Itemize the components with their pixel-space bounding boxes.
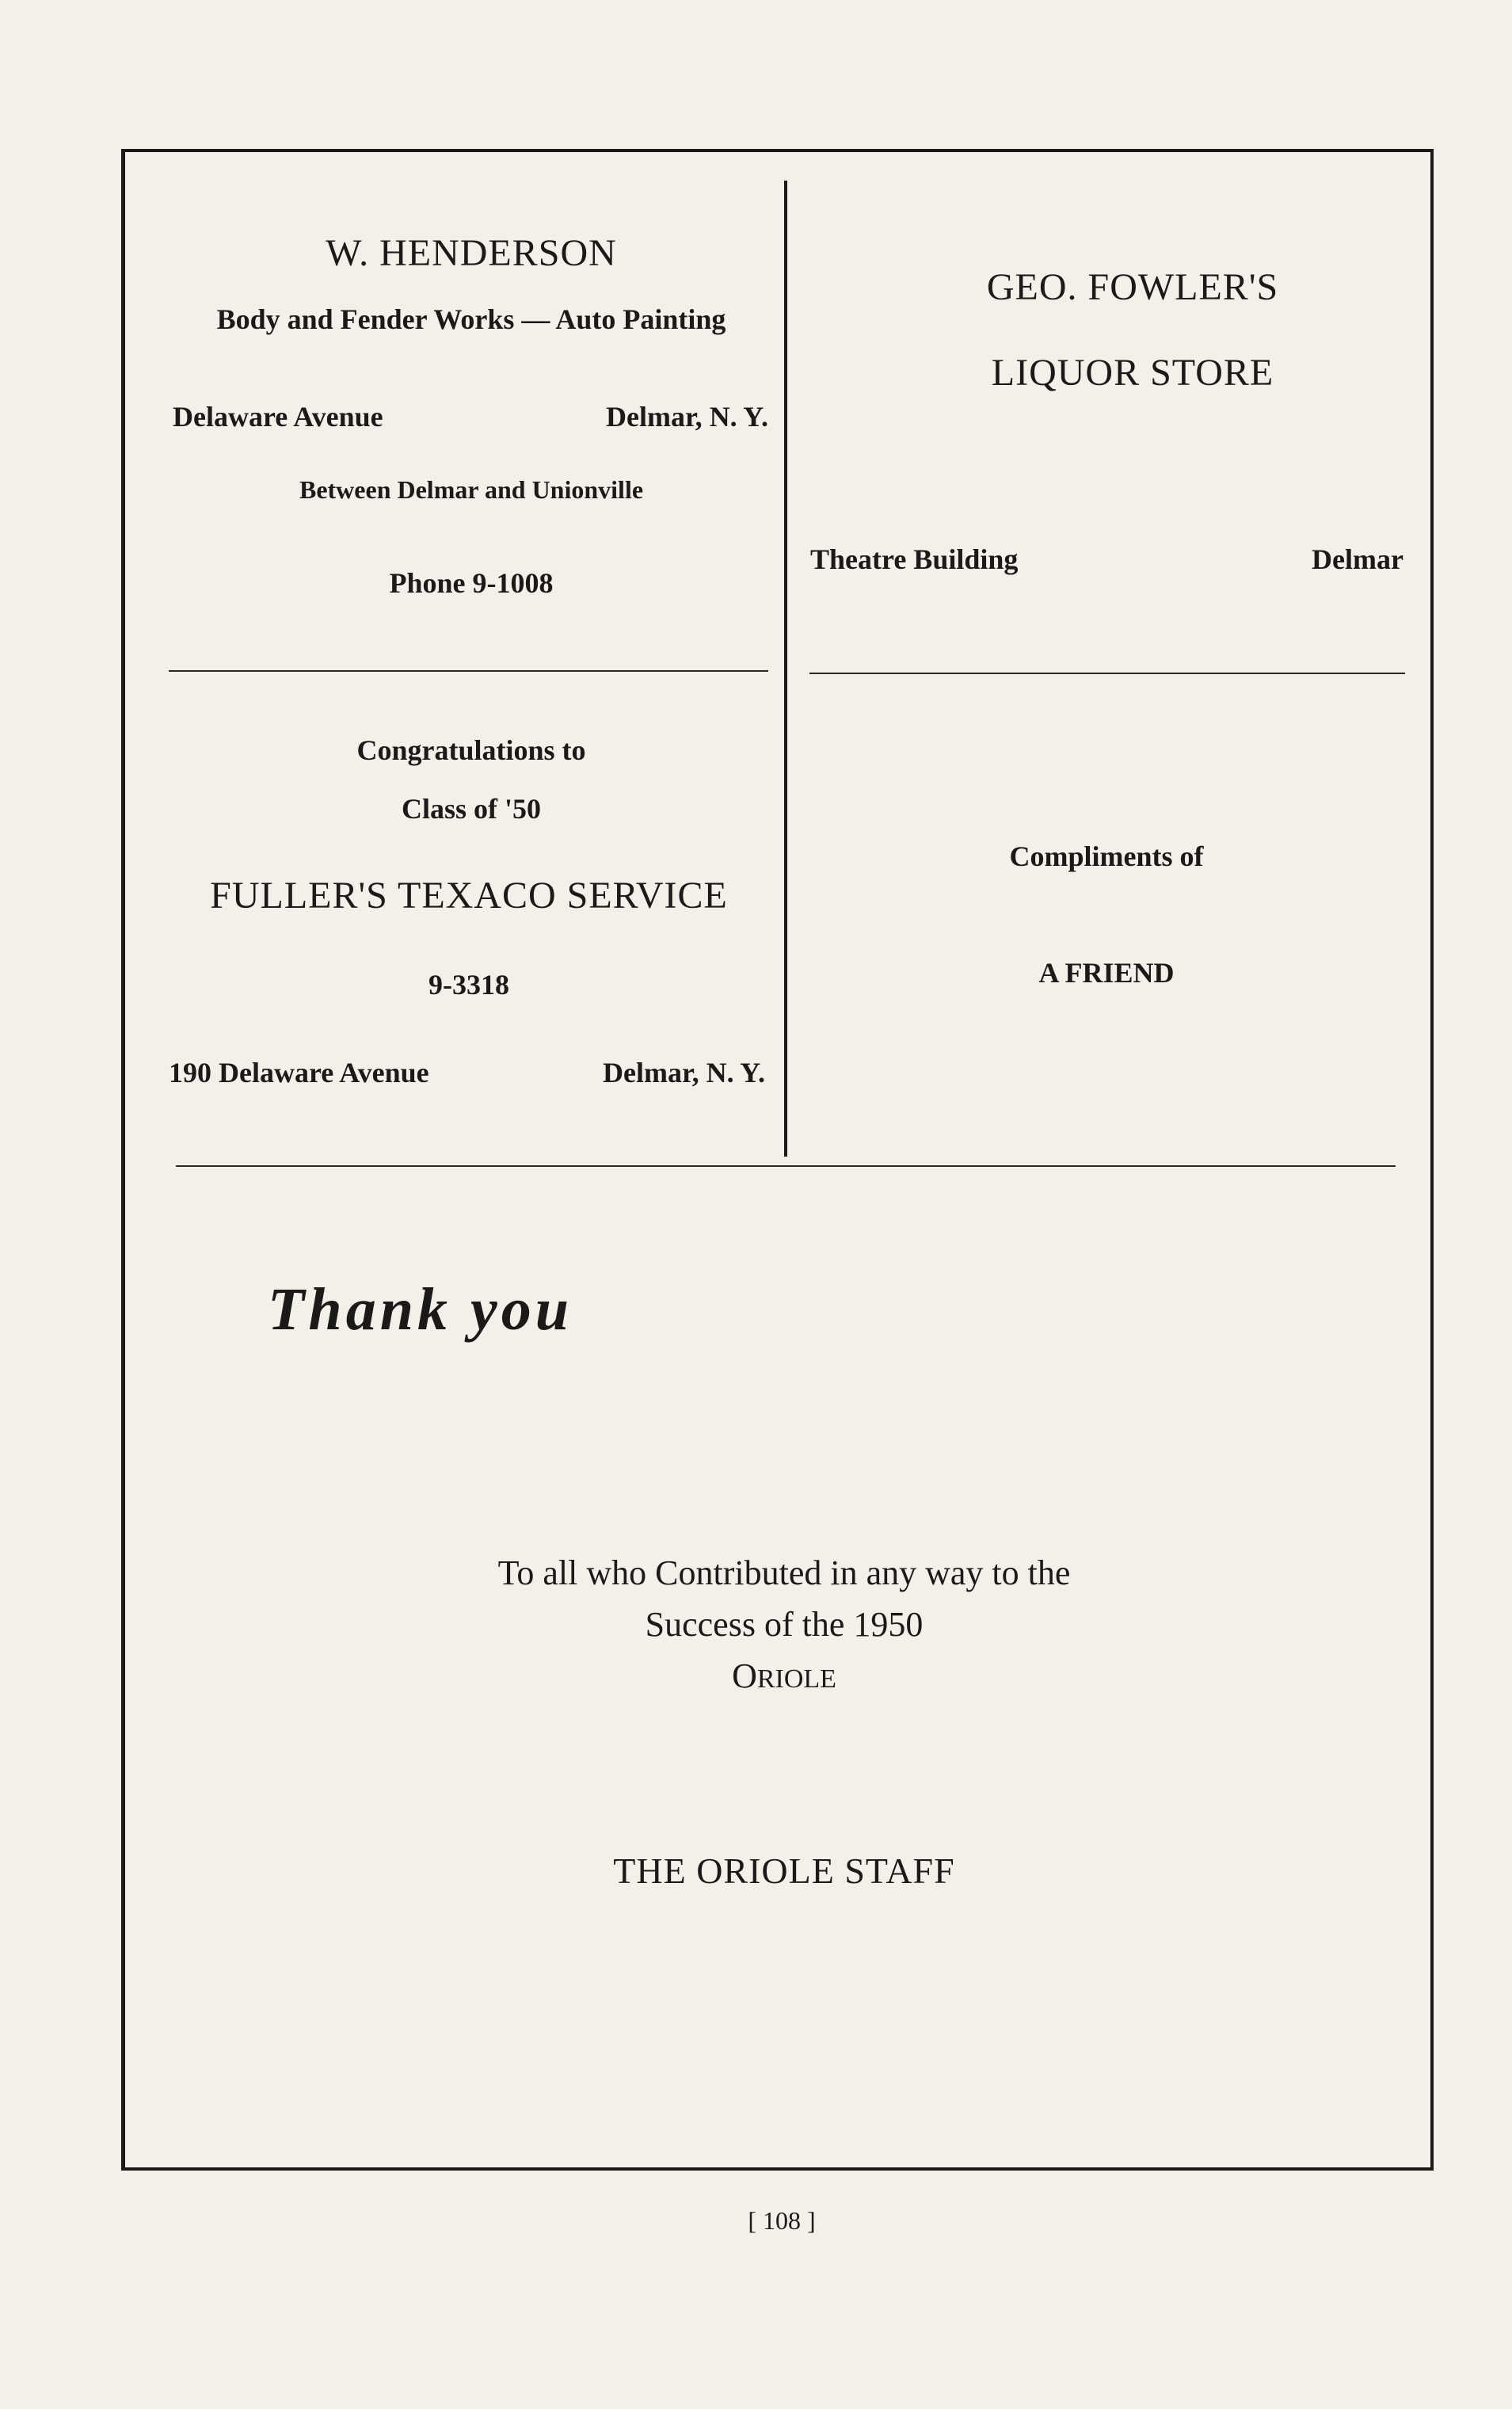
column-divider: [784, 181, 787, 1157]
henderson-divider: [169, 670, 768, 672]
fowler-line-2: LIQUOR STORE: [991, 352, 1274, 394]
fuller-street: 190 Delaware Avenue: [169, 1057, 429, 1088]
henderson-services: Body and Fender Works — Auto Painting: [216, 303, 726, 335]
friend-line-1: Compliments of: [1009, 840, 1204, 872]
oriole-initial: O: [732, 1656, 757, 1695]
fowler-building: Theatre Building: [810, 543, 1019, 575]
fuller-greeting-1: Congratulations to: [356, 734, 586, 766]
fowler-divider: [809, 673, 1405, 674]
thank-you-line-1: To all who Contributed in any way to the: [497, 1553, 1071, 1592]
ads-bottom-rule: [176, 1165, 1396, 1167]
henderson-location: Between Delmar and Unionville: [299, 475, 644, 504]
fowler-town: Delmar: [1312, 543, 1403, 575]
fuller-greeting-2: Class of '50: [401, 793, 542, 825]
page-number: [ 108 ]: [748, 2206, 816, 2235]
fuller-town: Delmar, N. Y.: [603, 1057, 765, 1088]
fowler-line-1: GEO. FOWLER'S: [986, 266, 1279, 308]
staff-signature: THE ORIOLE STAFF: [613, 1851, 955, 1891]
thank-you-heading: Thank you: [268, 1276, 573, 1343]
oriole-name: [732, 1656, 836, 1696]
oriole-rest: RIOLE: [756, 1664, 836, 1694]
friend-line-2: A FRIEND: [1038, 957, 1175, 989]
thank-you-line-2: Success of the 1950: [645, 1605, 924, 1644]
henderson-town: Delmar, N. Y.: [606, 401, 768, 433]
henderson-phone: Phone 9-1008: [389, 567, 554, 599]
fuller-phone: 9-3318: [428, 969, 509, 1001]
henderson-name: W. HENDERSON: [326, 232, 617, 274]
fuller-name: FULLER'S TEXACO SERVICE: [210, 875, 728, 917]
henderson-street: Delaware Avenue: [173, 401, 383, 433]
